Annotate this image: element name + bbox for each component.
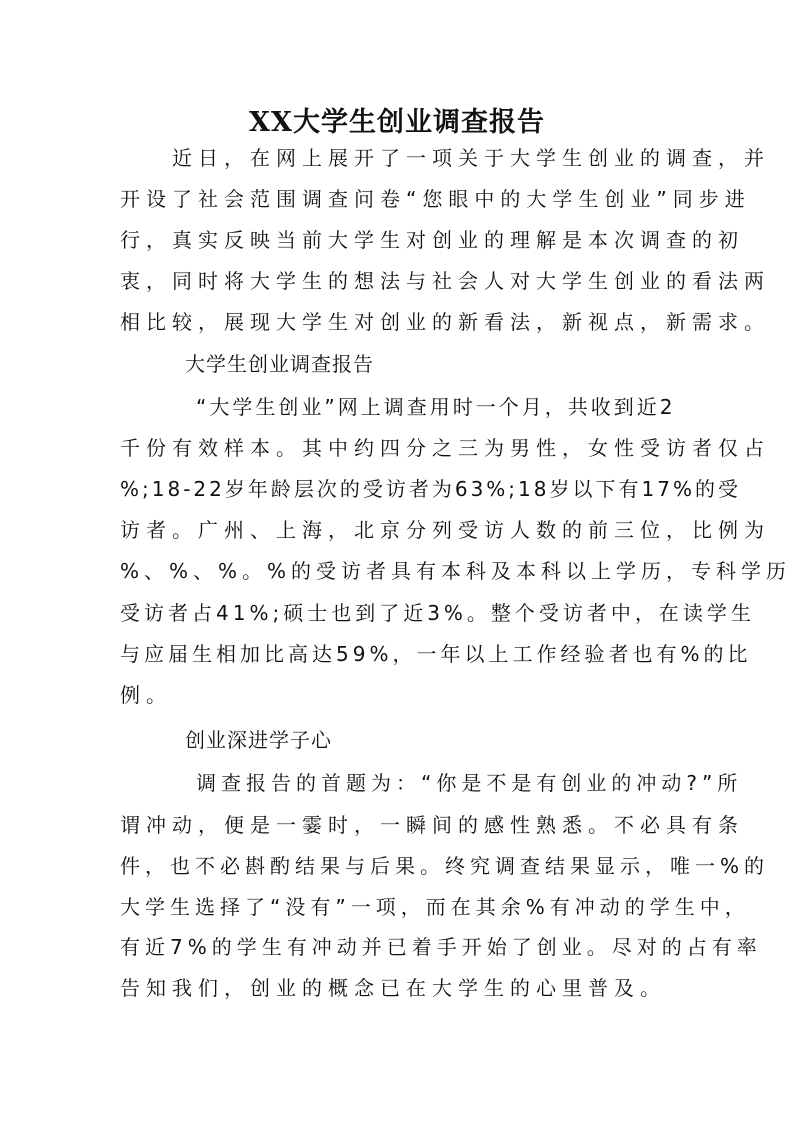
document-title: XX大学生创业调查报告	[249, 107, 545, 138]
text-line: 与应届生相加比高达59%，一年以上工作经验者也有%的比	[120, 642, 752, 666]
text-line: 调查报告的首题为：“你是不是有创业的冲动?”所	[196, 771, 743, 795]
text-line: 受访者占41%;硕士也到了近3%。整个受访者中，在读学生	[120, 601, 755, 625]
section-heading: 大学生创业调查报告	[185, 352, 374, 376]
text-line: 谓冲动，便是一霎时，一瞬间的感性熟悉。不必具有条	[120, 813, 744, 837]
text-line: 开设了社会范围调查问卷“您眼中的大学生创业”同步进	[120, 187, 751, 211]
text-line: 访者。广州、上海，北京分列受访人数的前三位，比例为	[120, 518, 770, 542]
text-line: 告知我们，创业的概念已在大学生的心里普及。	[120, 976, 666, 1000]
text-line: 相比较，展现大学生对创业的新看法，新视点，新需求。	[120, 310, 770, 334]
text-line: 衷，同时将大学生的想法与社会人对大学生创业的看法两	[120, 269, 770, 293]
text-line: 千份有效样本。其中约四分之三为男性，女性受访者仅占	[120, 436, 770, 460]
text-line: %;18-22岁年龄层次的受访者为63%;18岁以下有17%的受	[120, 477, 741, 501]
text-line: 有近7%的学生有冲动并已着手开始了创业。尽对的占有率	[120, 935, 762, 959]
text-line: 近日，在网上展开了一项关于大学生创业的调查，并	[172, 146, 770, 170]
text-line: “大学生创业”网上调查用时一个月，共收到近2	[196, 395, 676, 419]
text-line: 行，真实反映当前大学生对创业的理解是本次调查的初	[120, 228, 744, 252]
text-line: 大学生选择了“没有”一项，而在其余%有冲动的学生中，	[120, 895, 750, 919]
text-line: 例。	[120, 683, 172, 707]
section-heading: 创业深进学子心	[185, 728, 332, 752]
text-line: %、%、%。%的受访者具有本科及本科以上学历，专科学历	[120, 559, 792, 583]
text-line: 件，也不必斟酌结果与后果。终究调查结果显示，唯一%的	[120, 854, 770, 878]
